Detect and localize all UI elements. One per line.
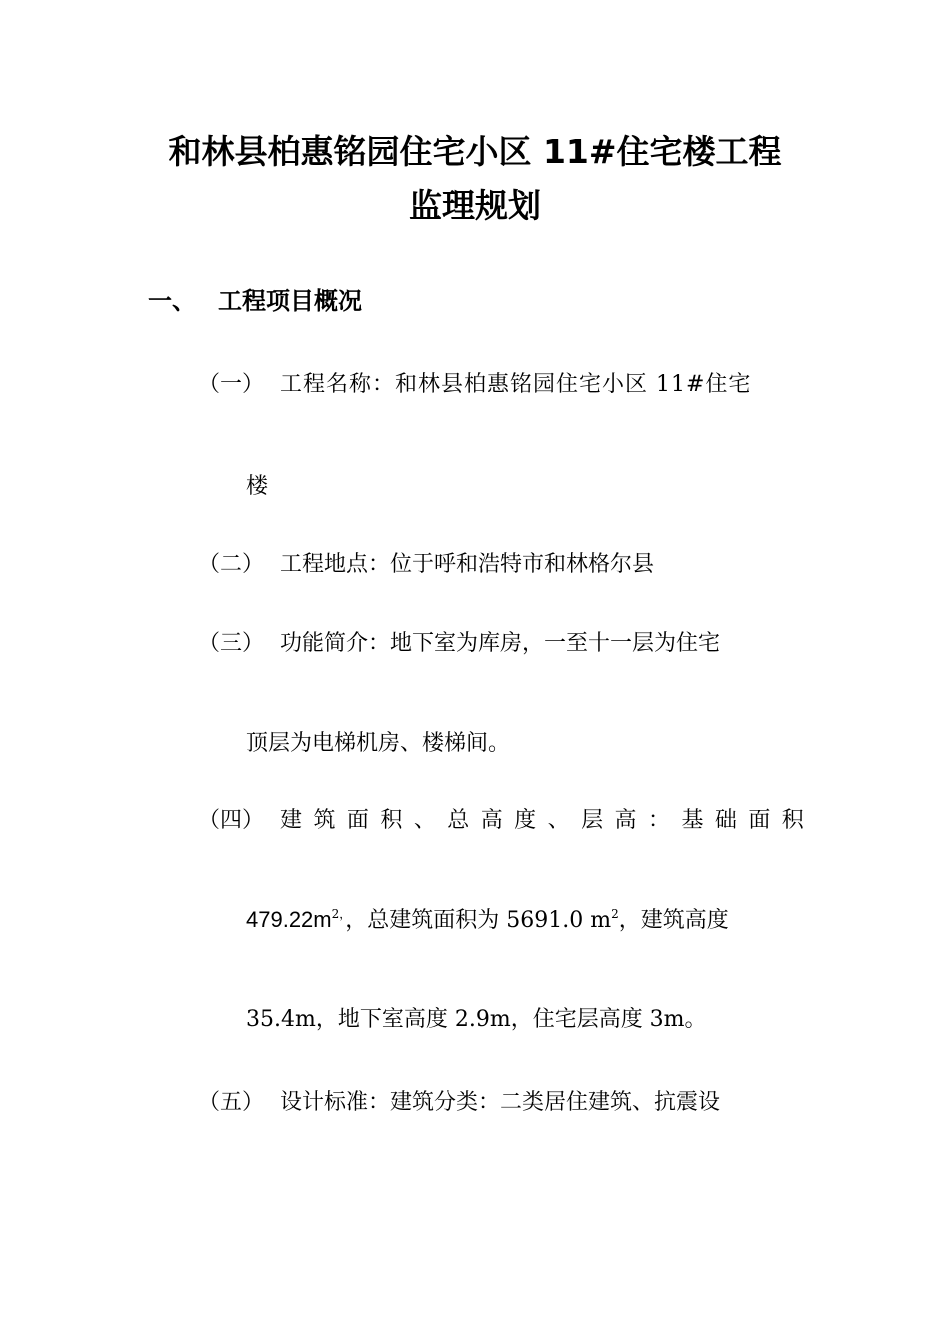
justified-char: 基	[681, 808, 704, 833]
justified-char: 高	[480, 808, 503, 833]
justified-char: 层	[581, 808, 604, 833]
justified-char: 础	[714, 808, 737, 833]
justified-char: 高	[614, 808, 637, 833]
justified-char: 积	[781, 808, 804, 833]
item-text-line: 楼	[246, 474, 269, 499]
item-number: （四）	[198, 808, 265, 833]
justified-char: 积	[380, 808, 403, 833]
section-title: 工程项目概况	[218, 287, 362, 315]
item-text-line: 工程名称：和林县柏惠铭园住宅小区 11#住宅	[280, 372, 752, 397]
justified-char: 面	[346, 808, 369, 833]
item-text-line: 35.4m，地下室高度 2.9m，住宅层高度 3m。	[246, 1007, 707, 1032]
item-number: （三）	[198, 631, 265, 656]
justified-char: 面	[748, 808, 771, 833]
title-line-1: 和林县柏惠铭园住宅小区 11#住宅楼工程	[168, 132, 782, 171]
area-unit-superscript: 2	[611, 907, 619, 921]
height-text: ，建筑高度	[618, 908, 729, 933]
area-value: 479.22m	[246, 907, 332, 932]
item-number: （五）	[198, 1090, 265, 1115]
area-unit-superscript: 2，	[331, 907, 346, 921]
item-text-line: 工程地点：位于呼和浩特市和林格尔县	[280, 552, 655, 577]
justified-char: 度	[514, 808, 537, 833]
item-text-line: 功能简介：地下室为库房，一至十一层为住宅	[280, 631, 721, 656]
justified-char: 、	[547, 808, 570, 833]
item-text-line	[280, 806, 804, 836]
justified-char: 、	[413, 808, 436, 833]
justified-char: 建	[280, 808, 303, 833]
total-area-text: ，总建筑面积为 5691.0 m	[345, 908, 612, 933]
item-text-line: 设计标准：建筑分类：二类居住建筑、抗震设	[280, 1090, 721, 1115]
item-text-line: 顶层为电梯机房、楼梯间。	[246, 731, 511, 756]
item-text-line	[246, 905, 729, 936]
justified-char: 筑	[313, 808, 336, 833]
item-number: （二）	[198, 552, 265, 577]
justified-char: 总	[447, 808, 470, 833]
justified-char: ：	[647, 808, 670, 833]
item-number: （一）	[198, 372, 265, 397]
title-line-2: 监理规划	[409, 186, 541, 225]
section-number: 一、	[148, 287, 196, 315]
